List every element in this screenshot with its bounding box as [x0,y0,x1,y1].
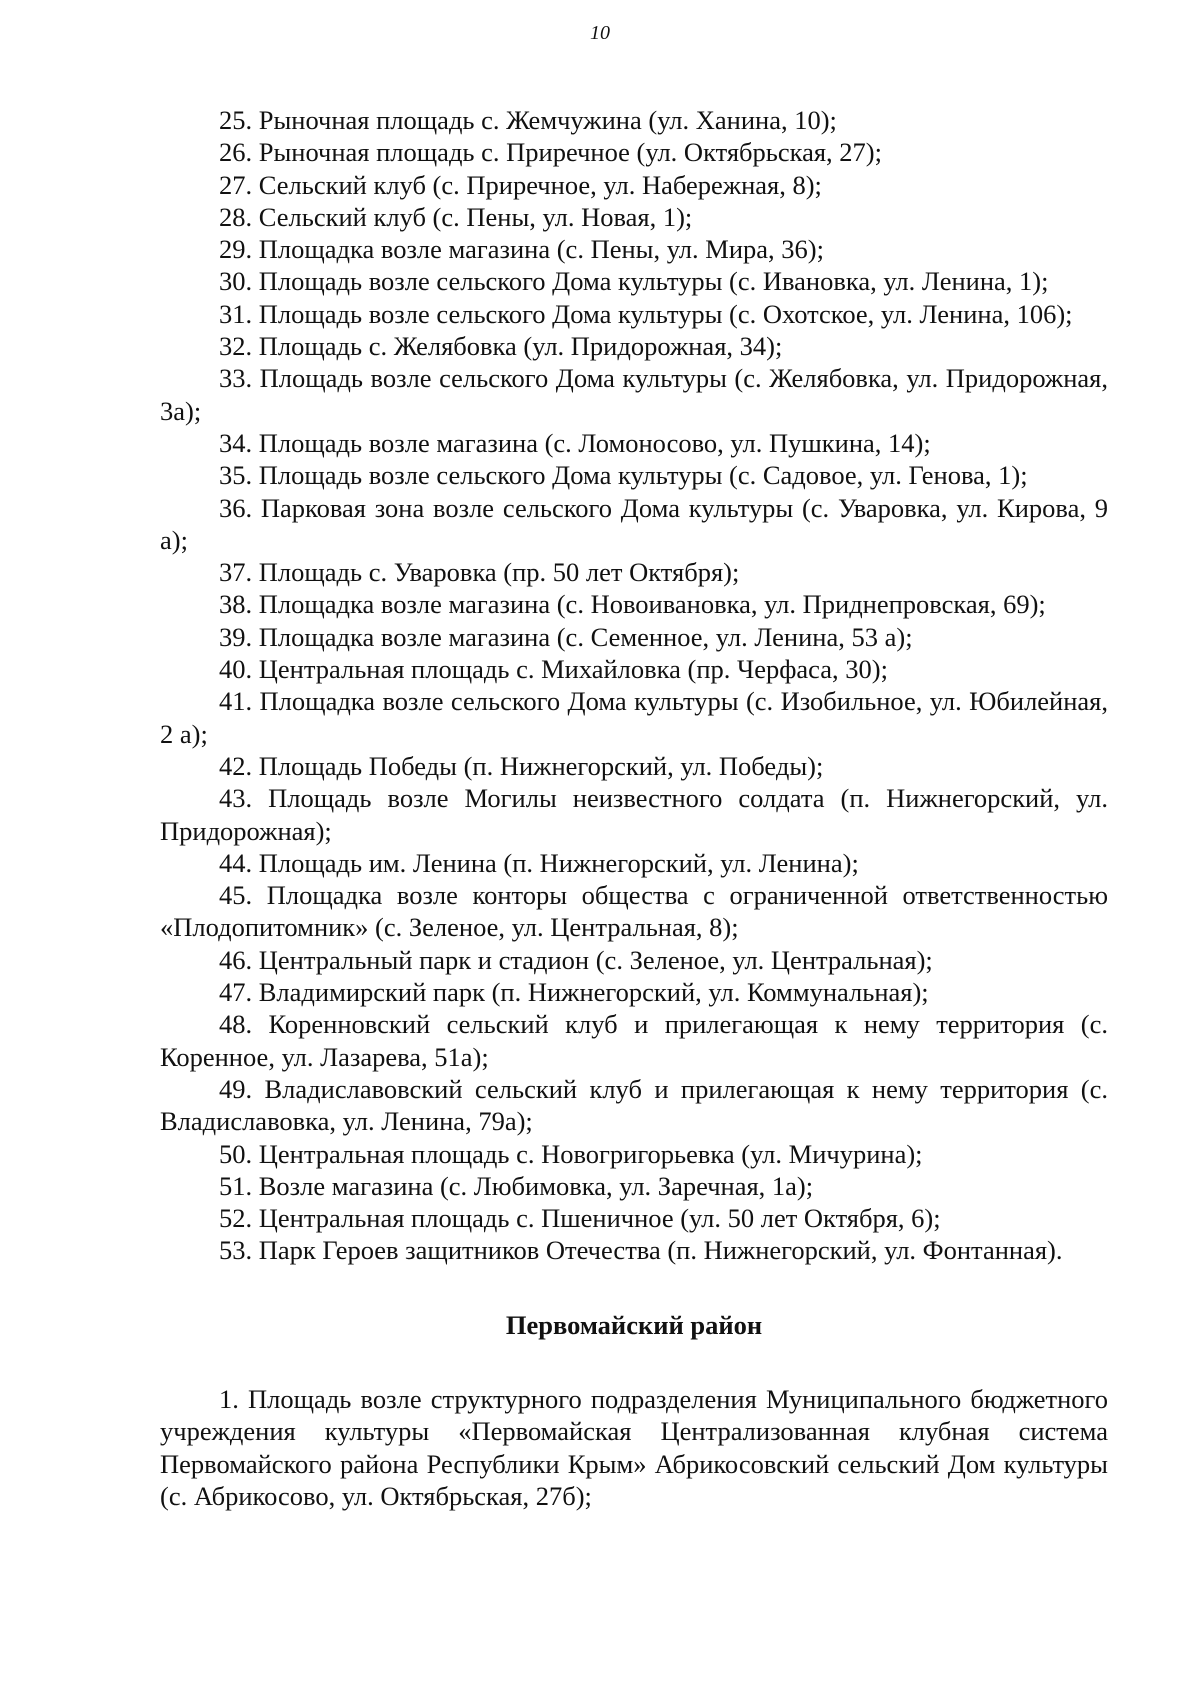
list-item: 45. Площадка возле конторы общества с ограниченной ответственностью «Плодопитомник» (с. Зеленое, ул. Центральная, 8); [160,880,1108,943]
list-item: 39. Площадка возле магазина (с. Семенное, ул. Ленина, 53 а); [219,621,913,652]
list-item: 31. Площадь возле сельского Дома культуры (с. Охотское, ул. Ленина, 106); [219,298,1073,329]
list-item: 35. Площадь возле сельского Дома культуры (с. Садовое, ул. Генова, 1); [219,460,1028,491]
list-item: 41. Площадка возле сельского Дома культуры (с. Изобильное, ул. Юбилейная, 2 а); [160,686,1108,749]
list-item: 47. Владимирский парк (п. Нижнегорский, ул. Коммунальная); [219,977,929,1008]
list-item: 51. Возле магазина (с. Любимовка, ул. Заречная, 1а); [219,1170,814,1201]
list-item: 38. Площадка возле магазина (с. Новоивановка, ул. Приднепровская, 69); [219,589,1046,620]
list-item: 1. Площадь возле структурного подразделения Муниципального бюджетного учреждения культуры «Первомайская Централизованная клубная система Первомайского района Республики Крым» Абрикосовский сельский Дом культуры (с. Абрикосово, ул. Октябрьская, 27б); [160,1383,1108,1511]
list-item: 43. Площадь возле Могилы неизвестного солдата (п. Нижнегорский, ул. Придорожная); [160,783,1108,846]
list-item: 49. Владиславовский сельский клуб и прилегающая к нему территория (с. Владиславовка, ул. Ленина, 79а); [160,1073,1108,1137]
list-item: 27. Сельский клуб (с. Приречное, ул. Набережная, 8); [219,169,822,200]
list-item: 44. Площадь им. Ленина (п. Нижнегорский, ул. Ленина); [219,847,859,878]
list-item: 29. Площадка возле магазина (с. Пены, ул. Мира, 36); [219,234,824,265]
section-heading: Первомайский район [505,1309,763,1340]
list-item: 28. Сельский клуб (с. Пены, ул. Новая, 1); [219,201,693,232]
list-item: 48. Коренновский сельский клуб и прилегающая к нему территория (с. Коренное, ул. Лазарева, 51а); [160,1009,1108,1072]
list-item: 37. Площадь с. Уваровка (пр. 50 лет Октября); [219,557,740,588]
list-item: 53. Парк Героев защитников Отечества (п. Нижнегорский, ул. Фонтанная). [219,1235,1063,1266]
list-item: 26. Рыночная площадь с. Приречное (ул. Октябрьская, 27); [219,137,882,168]
list-item: 52. Центральная площадь с. Пшеничное (ул. 50 лет Октября, 6); [219,1203,941,1234]
document-body [160,104,1108,1512]
list-item: 40. Центральная площадь с. Михайловка (пр. Черфаса, 30); [219,654,888,685]
page-number: 10 [590,22,610,44]
list-pervomaisky [160,1383,1108,1512]
list-nizhnegorsky [160,104,1108,1267]
list-item: 36. Парковая зона возле сельского Дома культуры (с. Уваровка, ул. Кирова, 9 а); [160,492,1108,555]
list-item: 32. Площадь с. Желябовка (ул. Придорожная, 34); [219,331,783,362]
list-item: 33. Площадь возле сельского Дома культуры (с. Желябовка, ул. Придорожная, 3а); [160,363,1108,426]
list-item: 30. Площадь возле сельского Дома культуры (с. Ивановка, ул. Ленина, 1); [219,266,1049,297]
list-item: 34. Площадь возле магазина (с. Ломоносово, ул. Пушкина, 14); [219,427,931,458]
list-item: 50. Центральная площадь с. Новогригорьевка (ул. Мичурина); [219,1138,923,1169]
list-item: 46. Центральный парк и стадион (с. Зеленое, ул. Центральная); [219,944,933,975]
list-item: 25. Рыночная площадь с. Жемчужина (ул. Ханина, 10); [219,105,837,135]
list-item: 42. Площадь Победы (п. Нижнегорский, ул. Победы); [219,750,824,781]
